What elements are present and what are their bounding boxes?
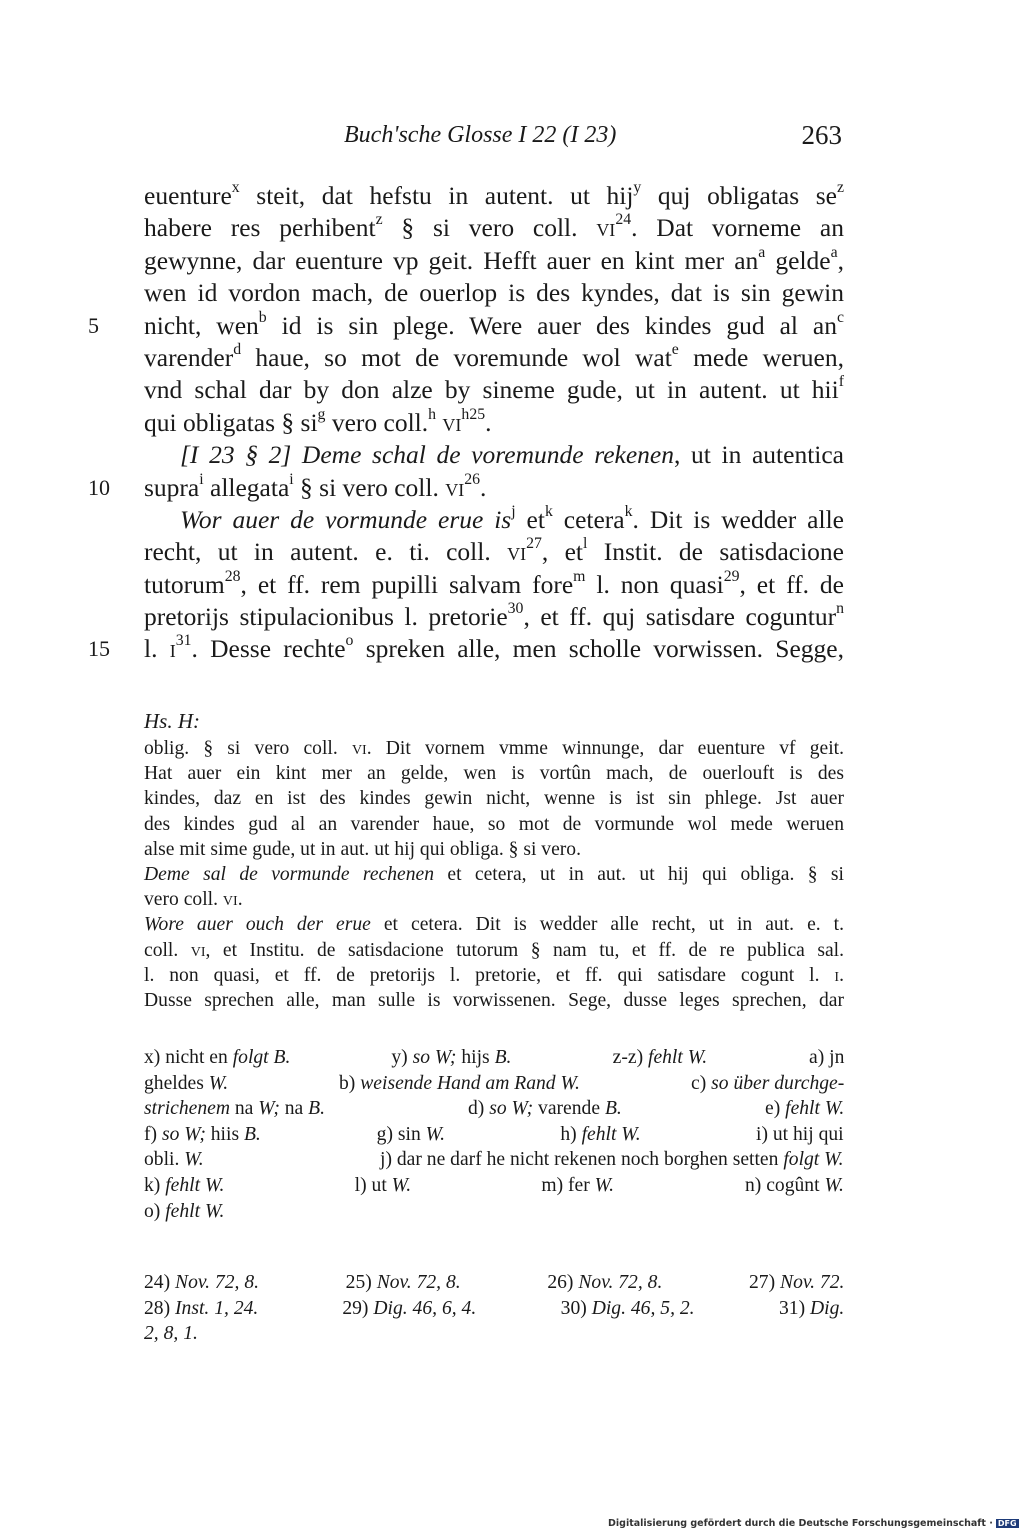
source-footnote: 2, 8, 1. [144, 1323, 198, 1345]
page-number: 263 [801, 120, 842, 150]
line-text: Wor auer de vormunde erue $is^j$ $et^k$ cetera$^k$. Dit is wedder alle [180, 503, 844, 534]
line-number: 10 [88, 474, 110, 500]
text-line [144, 601, 844, 633]
apparatus-note: j) dar ne darf he nicht rekenen noch borghen setten folgt W. [380, 1149, 844, 1171]
text-line [144, 180, 844, 212]
dfg-footer [608, 1518, 1019, 1529]
apparatus-note: x) nicht en folgt B. [144, 1047, 291, 1068]
running-header [144, 122, 844, 162]
variant-line-text: l. non quasi, et ff. de pretorijs l. pretorie, et ff. qui satisdare cogunt l. i. [144, 964, 844, 986]
line-text: l. $i^{31}$. Desse rechte$^o$ spreken alle, men scholle vorwissen. Segge, [144, 632, 844, 664]
variant-line [144, 837, 844, 862]
variant-line [144, 736, 844, 761]
variant-line-text: Wore auer ouch der erue et cetera. Dit is wedder alle recht, ut in aut. e. t. [144, 914, 845, 936]
apparatus-note: l) ut W. [354, 1174, 412, 1196]
variant-line-text: Deme sal de vormunde rechenen et cetera, ut in aut. ut hij qui obliga. § si [144, 863, 845, 885]
note-row [144, 1045, 844, 1071]
line-number: 5 [88, 312, 99, 338]
variant-line [144, 988, 844, 1013]
running-title: Buch'sche Glosse I 22 (I 23) [344, 122, 617, 148]
note-row [144, 1147, 844, 1173]
variant-line-text: Hat auer ein kint mer an gelde, wen is vortûn mach, de ouerlouft is des [144, 763, 844, 785]
text-line [144, 407, 844, 439]
text-line [144, 504, 844, 536]
note-row [144, 1096, 844, 1122]
line-text: qui obligatas § $si^g$ vero coll.$^h$ $vi^{h25}$. [144, 405, 492, 437]
line-text: vnd schal dar by don alze by sineme gude, ut in autent. ut hii$^f$ [144, 373, 844, 405]
apparatus-note: obli. W. [144, 1149, 204, 1171]
source-footnote: 24) Nov. 72, 8. [144, 1272, 260, 1293]
apparatus-note: y) so W; hijs B. [391, 1047, 512, 1068]
line-text: [I 23 § 2] Deme schal de voremunde rekenen, ut in autentica [180, 440, 844, 470]
text-line [88, 470, 844, 504]
line-text: gewynne, dar euenture vp geit. Hefft auer en kint mer $an^a$ gelde$^a$, [144, 243, 844, 275]
variant-line-text: alse mit sime gude, ut in aut. ut hij qui obliga. § si vero. [144, 838, 581, 860]
note-row [144, 1071, 844, 1097]
variant-line-text: Dusse sprechen alle, man sulle is vorwissenen. Sege, dusse leges sprechen, dar [144, 989, 844, 1011]
manuscript-label: Hs. H: [144, 709, 200, 733]
apparatus-note: h) fehlt W. [560, 1123, 641, 1145]
note-row [144, 1173, 844, 1199]
source-footnotes [144, 1270, 844, 1347]
source-footnote: 30) Dig. 46, 5, 2. [560, 1297, 695, 1319]
dfg-logo: DFG [997, 1519, 1017, 1528]
variant-line [144, 938, 844, 963]
line-text: nicht, wen$^b$ id is sin plege. Were auer des kindes gud al $an^c$ [144, 308, 844, 340]
text-line [144, 245, 844, 277]
apparatus-note: o) fehlt W. [144, 1200, 225, 1222]
text-line [88, 308, 844, 342]
apparatus-note: g) sin W. [376, 1123, 446, 1145]
source-footnote: 31) Dig. [779, 1297, 845, 1319]
variant-line [144, 963, 844, 988]
source-footnote: 25) Nov. 72, 8. [345, 1272, 461, 1293]
apparatus-note: i) ut hij qui [756, 1123, 844, 1145]
note-row [144, 1296, 844, 1322]
line-text: varender$^d$ haue, so mot de voremunde wol wat$^e$ mede weruen, [144, 341, 844, 372]
variant-line-text: des kindes gud al an varender haue, so mot de vormunde wol mede weruen [144, 813, 844, 835]
line-text: euenture$^x$ steit, dat hefstu in autent. ut hij$^y$ quj obligatas $se^z$ [144, 179, 844, 210]
apparatus-note: n) cogûnt W. [745, 1174, 844, 1196]
apparatus-note: b) weisende Hand am Rand W. [339, 1072, 580, 1094]
apparatus-note: a) jn [809, 1047, 845, 1068]
apparatus-note: c) so über durchge- [691, 1072, 845, 1094]
text-line [144, 342, 844, 374]
source-footnote: 28) Inst. 1, 24. [144, 1297, 259, 1319]
apparatus-note: z-z) fehlt W. [612, 1047, 708, 1068]
variant-line-text: oblig. § si vero coll. vi. Dit vornem vmme winnunge, dar euenture vf geit. [144, 738, 844, 759]
line-number: 15 [88, 636, 110, 662]
apparatus-note: e) fehlt W. [765, 1098, 845, 1120]
apparatus-note: d) so W; varende B. [468, 1098, 622, 1120]
variant-line-text: coll. vi, et Institu. de satisdacione tutorum § nam tu, et ff. de re publica sal. [144, 939, 844, 961]
line-text: habere res perhibent$^z$ § si vero coll. $vi^{24}$. Dat vorneme an [144, 211, 844, 243]
source-footnote: 29) Dig. 46, 6, 4. [342, 1297, 477, 1319]
text-line [144, 569, 844, 601]
apparatus-note: k) fehlt W. [144, 1174, 225, 1196]
line-text: supra$^i$ allegata$^i$ § si vero coll. $vi^{26}$. [144, 470, 487, 502]
variant-line [144, 912, 844, 937]
variant-line [144, 761, 844, 786]
footer-text: Digitalisierung gefördert durch die Deutsche Forschungsgemeinschaft · [608, 1518, 993, 1529]
variant-line-text: kindes, daz en ist des kindes gewin nicht, wenne is ist sin phlege. Jst auer [144, 788, 844, 810]
apparatus-note: gheldes W. [144, 1072, 229, 1094]
note-row [144, 1270, 844, 1296]
text-line [144, 212, 844, 244]
text-line [144, 439, 844, 471]
main-text [88, 179, 844, 666]
text-line [144, 374, 844, 406]
note-row [144, 1199, 844, 1225]
line-text: wen id vordon mach, de ouerlop is des kyndes, dat is sin gewin [144, 278, 844, 308]
text-line [144, 536, 844, 568]
variant-line-text: vero coll. vi. [144, 889, 243, 911]
note-row [144, 1321, 844, 1347]
line-text: pretorijs stipulacionibus l. pretorie$^{30}$, et ff. quj satisdare coguntur$^n$ [144, 600, 844, 632]
source-footnote: 26) Nov. 72, 8. [547, 1272, 663, 1293]
text-line [144, 277, 844, 309]
apparatus-note: m) fer W. [541, 1174, 615, 1196]
line-text: tutorum$^{28}$, et ff. rem pupilli salvam fore$^m$ l. non quasi$^{29}$, et ff. de [144, 567, 844, 599]
apparatus-note: f) so W; hiis B. [144, 1123, 261, 1145]
manuscript-h-variant [144, 706, 844, 1013]
line-text: recht, ut in autent. e. ti. coll. $vi^{27}$, $et^l$ Instit. de satisdacione [144, 535, 844, 567]
variant-line [144, 887, 844, 912]
note-row [144, 1122, 844, 1148]
critical-apparatus [144, 1045, 844, 1224]
source-footnote: 27) Nov. 72. [749, 1272, 845, 1293]
apparatus-note: strichenem na W; na B. [144, 1098, 326, 1120]
variant-line [144, 786, 844, 811]
text-line [88, 632, 844, 665]
variant-line [144, 862, 844, 887]
variant-line [144, 812, 844, 837]
